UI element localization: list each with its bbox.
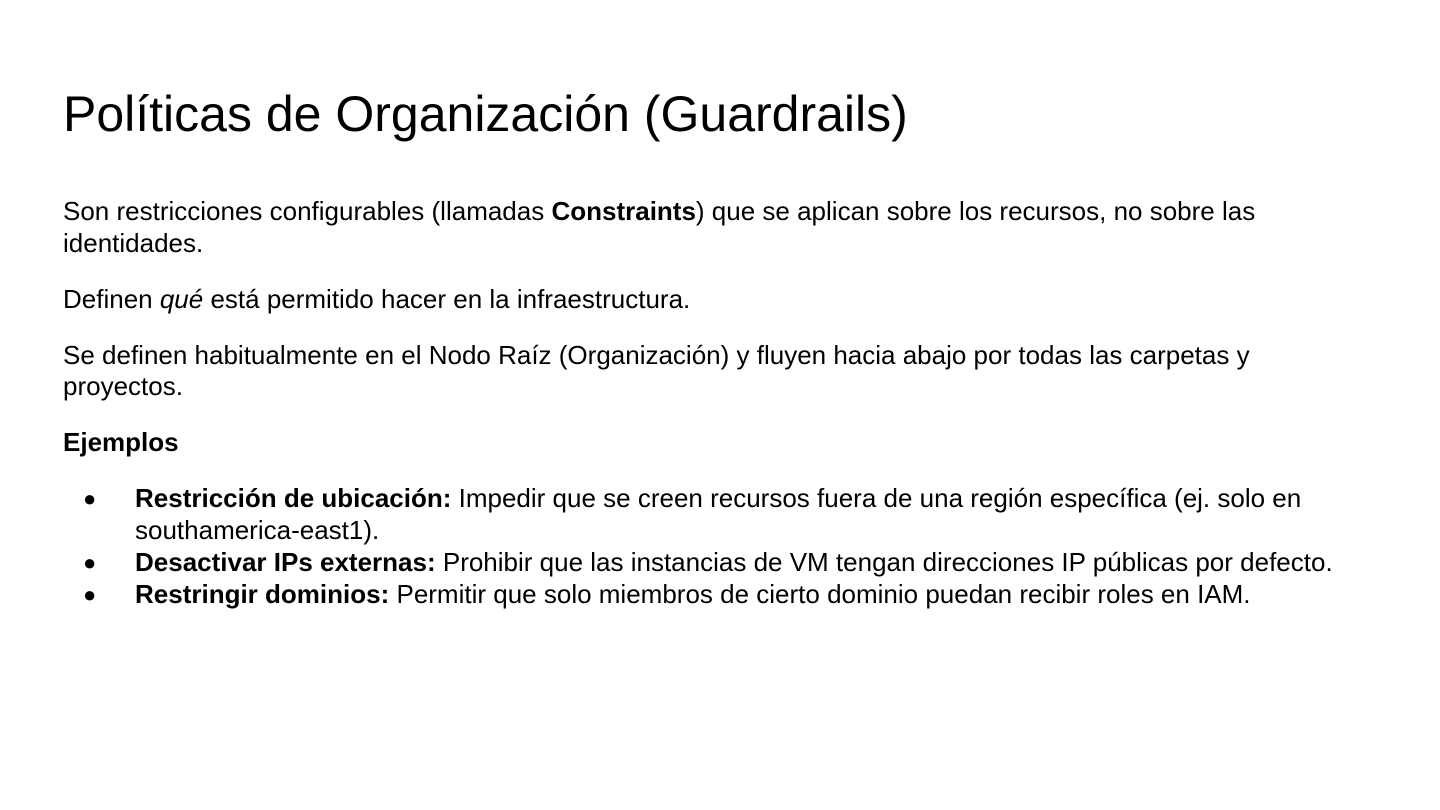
bullet-icon: ● (83, 486, 97, 511)
example-text: Permitir que solo miembros de cierto dominio puedan recibir roles en IAM. (389, 578, 1251, 609)
example-text: Prohibir que las instancias de VM tengan direcciones IP públicas por defecto. (435, 546, 1333, 577)
emphasis-que: qué (159, 283, 204, 314)
paragraph-text: Son restricciones configurables (llamadas (63, 196, 552, 226)
paragraph-text: Definen (63, 283, 160, 314)
example-label: Restricción de ubicación: (135, 483, 452, 513)
example-label: Desactivar IPs externas: (135, 546, 436, 577)
example-text: Impedir que se creen recursos fuera de una región específica (ej. solo en southamerica-east1). (135, 483, 1302, 545)
paragraph-nodo-raiz: Se definen habitualmente en el Nodo Raíz (Organización) y fluyen hacia abajo por todas las carpetas y proyectos. (63, 339, 1250, 401)
paragraph-text: está permitido hacer en la infraestructura. (203, 283, 691, 314)
paragraph-text: ) que se aplican sobre los recursos, no sobre las identidades. (63, 196, 1256, 258)
slide-title: Políticas de Organización (Guardrails) (63, 86, 908, 142)
example-label: Restringir dominios: (135, 578, 390, 609)
paragraph-constraints (63, 196, 1363, 259)
constraints-term: Constraints (551, 196, 696, 226)
bullet-icon: ● (83, 581, 97, 607)
list-item (63, 547, 1363, 579)
paragraph-definen (63, 284, 1363, 316)
slide-body (63, 196, 1363, 611)
examples-list (63, 483, 1363, 610)
bullet-icon: ● (83, 549, 97, 575)
examples-heading: Ejemplos (63, 427, 179, 457)
list-item (63, 483, 1363, 546)
list-item (63, 579, 1363, 611)
